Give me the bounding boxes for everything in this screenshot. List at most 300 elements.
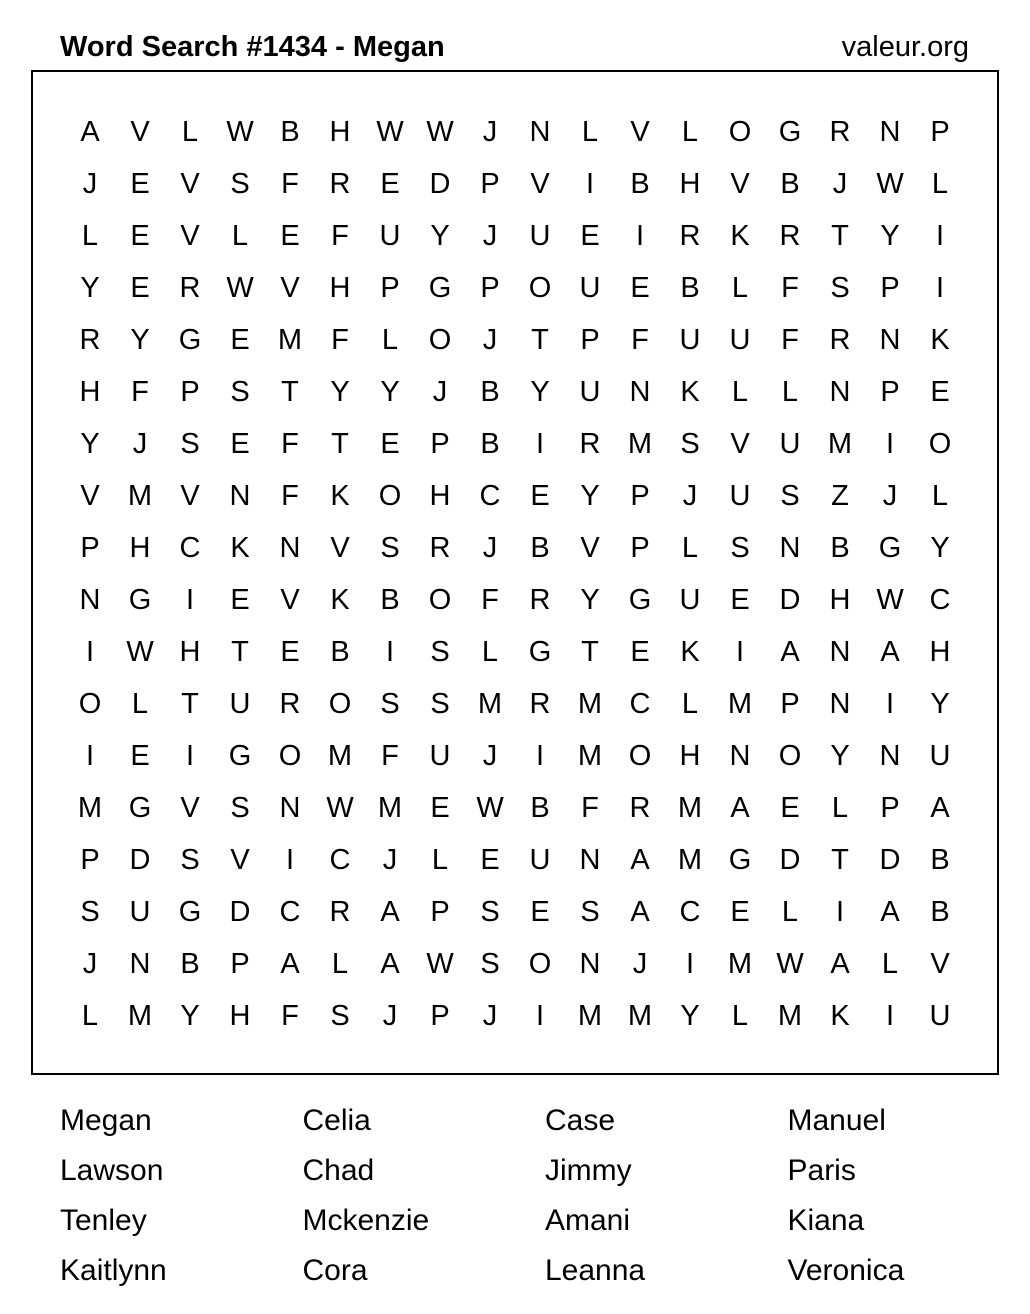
grid-letter: V: [180, 219, 200, 252]
grid-letter: O: [528, 947, 552, 980]
grid-letter: J: [682, 479, 698, 512]
grid-letter: P: [580, 323, 600, 356]
grid-letter: R: [529, 583, 551, 616]
grid-letter: H: [79, 375, 101, 408]
grid-letter: R: [629, 791, 651, 824]
grid-letter: L: [781, 895, 799, 928]
word-list-item: Celia: [302, 1104, 371, 1137]
grid-letter: P: [480, 167, 500, 200]
grid-letter: E: [130, 219, 150, 252]
grid-letter: V: [580, 531, 600, 564]
grid-letter: N: [79, 583, 101, 616]
grid-letter: L: [931, 167, 949, 200]
grid-letter: F: [781, 271, 799, 304]
grid-letter: S: [480, 947, 500, 980]
grid-letter: B: [180, 947, 200, 980]
word-list-item: Megan: [60, 1104, 152, 1137]
grid-letter: Y: [930, 687, 950, 720]
grid-letter: V: [180, 479, 200, 512]
grid-letter: W: [426, 947, 454, 980]
word-list-item: Chad: [302, 1154, 375, 1187]
grid-letter: M: [727, 947, 753, 980]
grid-letter: N: [879, 323, 901, 356]
grid-letter: B: [930, 895, 950, 928]
grid-letter: A: [380, 947, 400, 980]
grid-letter: Y: [180, 999, 200, 1032]
grid-letter: S: [430, 687, 450, 720]
grid-letter: H: [179, 635, 201, 668]
grid-letter: F: [281, 999, 299, 1032]
grid-letter: J: [482, 219, 498, 252]
grid-letter: W: [226, 115, 254, 148]
grid-letter: V: [80, 479, 100, 512]
grid-letter: T: [581, 635, 599, 668]
grid-letter: A: [80, 115, 100, 148]
word-list-item: Cora: [302, 1254, 368, 1287]
grid-letter: C: [629, 687, 651, 720]
grid-letter: L: [781, 375, 799, 408]
grid-letter: R: [279, 687, 301, 720]
grid-letter: N: [829, 375, 851, 408]
grid-letter: L: [481, 635, 499, 668]
grid-letter: Y: [930, 531, 950, 564]
grid-letter: L: [81, 999, 99, 1032]
grid-letter: N: [629, 375, 651, 408]
grid-letter: M: [627, 999, 653, 1032]
grid-letter: J: [482, 999, 498, 1032]
grid-letter: U: [529, 843, 551, 876]
grid-letter: G: [228, 739, 252, 772]
grid-letter: Y: [80, 427, 100, 460]
grid-letter: U: [579, 271, 601, 304]
grid-letter: V: [930, 947, 950, 980]
grid-letter: K: [330, 479, 350, 512]
grid-letter: F: [481, 583, 499, 616]
grid-letter: M: [277, 323, 303, 356]
grid-letter: M: [477, 687, 503, 720]
grid-letter: R: [779, 219, 801, 252]
grid-letter: J: [482, 739, 498, 772]
grid-letter: P: [80, 843, 100, 876]
grid-letter: R: [179, 271, 201, 304]
grid-letter: U: [529, 219, 551, 252]
grid-letter: W: [326, 791, 354, 824]
grid-letter: Y: [130, 323, 150, 356]
grid-letter: F: [331, 219, 349, 252]
grid-letter: U: [129, 895, 151, 928]
grid-letter: E: [630, 635, 650, 668]
grid-letter: I: [885, 427, 895, 460]
grid-letter: V: [530, 167, 550, 200]
grid-letter: I: [635, 219, 645, 252]
grid-letter: J: [482, 323, 498, 356]
grid-letter: W: [426, 115, 454, 148]
grid-letter: S: [380, 687, 400, 720]
grid-letter: K: [730, 219, 750, 252]
grid-letter: S: [180, 427, 200, 460]
grid-letter: I: [935, 271, 945, 304]
grid-letter: P: [880, 375, 900, 408]
grid-letter: G: [778, 115, 802, 148]
puzzle-title: Word Search #1434 - Megan: [60, 31, 445, 63]
grid-letter: L: [331, 947, 349, 980]
grid-letter: C: [179, 531, 201, 564]
grid-letter: T: [181, 687, 199, 720]
grid-letter: G: [878, 531, 902, 564]
grid-letter: U: [929, 739, 951, 772]
grid-letter: G: [428, 271, 452, 304]
grid-letter: K: [680, 375, 700, 408]
grid-letter: I: [85, 635, 95, 668]
grid-letter: M: [627, 427, 653, 460]
grid-letter: W: [476, 791, 504, 824]
grid-letter: V: [130, 115, 150, 148]
grid-letter: B: [930, 843, 950, 876]
grid-letter: B: [830, 531, 850, 564]
grid-letter: L: [581, 115, 599, 148]
grid-letter: S: [230, 167, 250, 200]
grid-letter: I: [85, 739, 95, 772]
grid-letter: B: [530, 791, 550, 824]
grid-letter: O: [428, 583, 452, 616]
grid-letter: L: [131, 687, 149, 720]
grid-letter: R: [579, 427, 601, 460]
grid-letter: F: [631, 323, 649, 356]
grid-letter: C: [279, 895, 301, 928]
grid-letter: L: [681, 531, 699, 564]
grid-letter: D: [129, 843, 151, 876]
grid-letter: D: [429, 167, 451, 200]
grid-letter: O: [628, 739, 652, 772]
grid-letter: O: [278, 739, 302, 772]
grid-letter: F: [331, 323, 349, 356]
grid-letter: I: [385, 635, 395, 668]
grid-letter: I: [735, 635, 745, 668]
grid-letter: N: [529, 115, 551, 148]
grid-letter: W: [226, 271, 254, 304]
grid-letter: L: [681, 115, 699, 148]
grid-letter: M: [777, 999, 803, 1032]
grid-letter: L: [681, 687, 699, 720]
grid-letter: J: [82, 167, 98, 200]
grid-letter: T: [231, 635, 249, 668]
grid-letter: Y: [430, 219, 450, 252]
grid-letter: G: [178, 323, 202, 356]
grid-letter: J: [382, 843, 398, 876]
grid-letter: B: [630, 167, 650, 200]
grid-letter: E: [480, 843, 500, 876]
grid-letter: U: [379, 219, 401, 252]
grid-letter: P: [230, 947, 250, 980]
grid-letter: E: [230, 583, 250, 616]
grid-letter: J: [882, 479, 898, 512]
grid-letter: A: [630, 843, 650, 876]
site-name: valeur.org: [841, 31, 969, 63]
grid-letter: E: [280, 635, 300, 668]
grid-letter: T: [331, 427, 349, 460]
grid-letter: E: [630, 271, 650, 304]
grid-letter: U: [729, 479, 751, 512]
grid-letter: E: [130, 739, 150, 772]
grid-letter: S: [730, 531, 750, 564]
grid-letter: D: [779, 583, 801, 616]
word-list-item: Kaitlynn: [60, 1254, 167, 1287]
grid-letter: L: [231, 219, 249, 252]
grid-letter: U: [229, 687, 251, 720]
grid-letter: D: [879, 843, 901, 876]
grid-letter: P: [380, 271, 400, 304]
grid-letter: N: [829, 635, 851, 668]
grid-letter: W: [876, 167, 904, 200]
grid-letter: P: [430, 895, 450, 928]
grid-letter: V: [230, 843, 250, 876]
grid-letter: M: [377, 791, 403, 824]
grid-letter: S: [480, 895, 500, 928]
grid-letter: K: [230, 531, 250, 564]
grid-letter: O: [728, 115, 752, 148]
grid-letter: O: [928, 427, 952, 460]
grid-letter: C: [929, 583, 951, 616]
letter-grid: [65, 106, 965, 1042]
grid-letter: S: [80, 895, 100, 928]
grid-letter: N: [829, 687, 851, 720]
grid-letter: W: [376, 115, 404, 148]
word-list-item: Paris: [787, 1154, 856, 1187]
grid-letter: B: [480, 427, 500, 460]
grid-letter: G: [628, 583, 652, 616]
grid-letter: P: [630, 479, 650, 512]
grid-letter: N: [279, 531, 301, 564]
grid-letter: A: [830, 947, 850, 980]
word-list-item: Lawson: [60, 1154, 164, 1187]
grid-letter: N: [229, 479, 251, 512]
grid-letter: I: [585, 167, 595, 200]
grid-letter: S: [180, 843, 200, 876]
grid-letter: D: [779, 843, 801, 876]
grid-letter: I: [935, 219, 945, 252]
grid-letter: J: [82, 947, 98, 980]
grid-letter: I: [285, 843, 295, 876]
grid-letter: R: [329, 167, 351, 200]
grid-letter: J: [432, 375, 448, 408]
grid-letter: R: [529, 687, 551, 720]
grid-letter: V: [180, 791, 200, 824]
grid-letter: F: [281, 479, 299, 512]
grid-letter: S: [830, 271, 850, 304]
grid-letter: J: [482, 115, 498, 148]
grid-letter: V: [730, 167, 750, 200]
grid-letter: I: [185, 583, 195, 616]
grid-letter: T: [831, 843, 849, 876]
grid-letter: K: [680, 635, 700, 668]
grid-letter: H: [129, 531, 151, 564]
grid-letter: W: [876, 583, 904, 616]
grid-letter: L: [431, 843, 449, 876]
grid-letter: P: [480, 271, 500, 304]
grid-letter: N: [879, 115, 901, 148]
grid-letter: U: [679, 323, 701, 356]
grid-letter: N: [579, 843, 601, 876]
grid-letter: B: [380, 583, 400, 616]
grid-letter: S: [330, 999, 350, 1032]
grid-letter: Z: [831, 479, 849, 512]
grid-letter: A: [880, 635, 900, 668]
grid-letter: G: [728, 843, 752, 876]
grid-letter: B: [530, 531, 550, 564]
grid-letter: R: [829, 323, 851, 356]
grid-letter: O: [78, 687, 102, 720]
grid-letter: G: [528, 635, 552, 668]
grid-letter: J: [382, 999, 398, 1032]
grid-letter: L: [731, 375, 749, 408]
grid-letter: B: [780, 167, 800, 200]
grid-letter: G: [178, 895, 202, 928]
grid-letter: M: [577, 739, 603, 772]
grid-letter: R: [679, 219, 701, 252]
grid-letter: S: [780, 479, 800, 512]
grid-letter: M: [677, 843, 703, 876]
grid-letter: T: [281, 375, 299, 408]
grid-letter: C: [329, 843, 351, 876]
grid-letter: L: [81, 219, 99, 252]
grid-letter: M: [127, 479, 153, 512]
grid-letter: F: [281, 427, 299, 460]
grid-letter: K: [930, 323, 950, 356]
grid-letter: E: [430, 791, 450, 824]
grid-letter: N: [279, 791, 301, 824]
grid-letter: S: [680, 427, 700, 460]
grid-letter: L: [181, 115, 199, 148]
grid-letter: A: [780, 635, 800, 668]
grid-letter: B: [330, 635, 350, 668]
grid-letter: O: [528, 271, 552, 304]
grid-letter: M: [727, 687, 753, 720]
grid-letter: V: [330, 531, 350, 564]
grid-letter: Y: [680, 999, 700, 1032]
grid-letter: R: [329, 895, 351, 928]
grid-letter: H: [329, 115, 351, 148]
grid-letter: L: [931, 479, 949, 512]
grid-letter: M: [77, 791, 103, 824]
grid-letter: E: [230, 427, 250, 460]
word-list-item: Leanna: [545, 1254, 646, 1287]
grid-letter: F: [781, 323, 799, 356]
grid-letter: E: [730, 583, 750, 616]
grid-letter: V: [180, 167, 200, 200]
grid-letter: N: [879, 739, 901, 772]
grid-letter: W: [126, 635, 154, 668]
grid-letter: K: [330, 583, 350, 616]
grid-letter: E: [280, 219, 300, 252]
grid-letter: I: [885, 687, 895, 720]
grid-letter: P: [880, 791, 900, 824]
grid-letter: Y: [530, 375, 550, 408]
grid-letter: O: [428, 323, 452, 356]
grid-letter: A: [730, 791, 750, 824]
grid-letter: N: [729, 739, 751, 772]
letter-grid-frame: [31, 70, 999, 1075]
grid-letter: N: [579, 947, 601, 980]
grid-letter: O: [378, 479, 402, 512]
grid-letter: H: [229, 999, 251, 1032]
word-list-item: Mckenzie: [302, 1204, 430, 1237]
grid-letter: P: [180, 375, 200, 408]
grid-letter: E: [380, 167, 400, 200]
grid-letter: J: [632, 947, 648, 980]
grid-letter: V: [280, 271, 300, 304]
grid-letter: S: [580, 895, 600, 928]
grid-letter: G: [128, 583, 152, 616]
grid-letter: S: [430, 635, 450, 668]
grid-letter: H: [679, 739, 701, 772]
word-list-item: Kiana: [787, 1204, 865, 1237]
grid-letter: M: [577, 999, 603, 1032]
grid-letter: C: [479, 479, 501, 512]
word-list-item: Amani: [545, 1204, 631, 1237]
grid-letter: F: [581, 791, 599, 824]
grid-letter: I: [185, 739, 195, 772]
grid-letter: F: [281, 167, 299, 200]
grid-letter: A: [880, 895, 900, 928]
grid-letter: T: [531, 323, 549, 356]
grid-letter: P: [630, 531, 650, 564]
grid-letter: A: [380, 895, 400, 928]
grid-letter: I: [535, 427, 545, 460]
grid-letter: M: [127, 999, 153, 1032]
grid-letter: Y: [80, 271, 100, 304]
grid-letter: R: [829, 115, 851, 148]
grid-letter: O: [328, 687, 352, 720]
grid-letter: I: [835, 895, 845, 928]
grid-letter: Y: [830, 739, 850, 772]
grid-letter: N: [779, 531, 801, 564]
grid-letter: E: [580, 219, 600, 252]
word-list-item: Veronica: [787, 1254, 905, 1287]
grid-letter: M: [677, 791, 703, 824]
grid-letter: J: [832, 167, 848, 200]
grid-letter: L: [381, 323, 399, 356]
grid-letter: I: [535, 739, 545, 772]
grid-letter: Y: [380, 375, 400, 408]
grid-letter: T: [831, 219, 849, 252]
grid-letter: L: [831, 791, 849, 824]
grid-letter: P: [430, 427, 450, 460]
grid-letter: E: [730, 895, 750, 928]
grid-letter: M: [577, 687, 603, 720]
grid-letter: E: [930, 375, 950, 408]
grid-letter: B: [480, 375, 500, 408]
grid-letter: U: [729, 323, 751, 356]
grid-letter: U: [779, 427, 801, 460]
grid-letter: U: [579, 375, 601, 408]
grid-letter: A: [930, 791, 950, 824]
grid-letter: N: [129, 947, 151, 980]
grid-letter: V: [280, 583, 300, 616]
grid-letter: L: [881, 947, 899, 980]
grid-letter: A: [630, 895, 650, 928]
grid-letter: M: [827, 427, 853, 460]
grid-letter: H: [829, 583, 851, 616]
grid-letter: A: [280, 947, 300, 980]
grid-letter: P: [930, 115, 950, 148]
grid-letter: E: [130, 167, 150, 200]
grid-letter: H: [329, 271, 351, 304]
grid-letter: P: [780, 687, 800, 720]
grid-letter: B: [680, 271, 700, 304]
grid-letter: I: [885, 999, 895, 1032]
word-list-item: Case: [545, 1104, 616, 1137]
grid-letter: Y: [580, 479, 600, 512]
